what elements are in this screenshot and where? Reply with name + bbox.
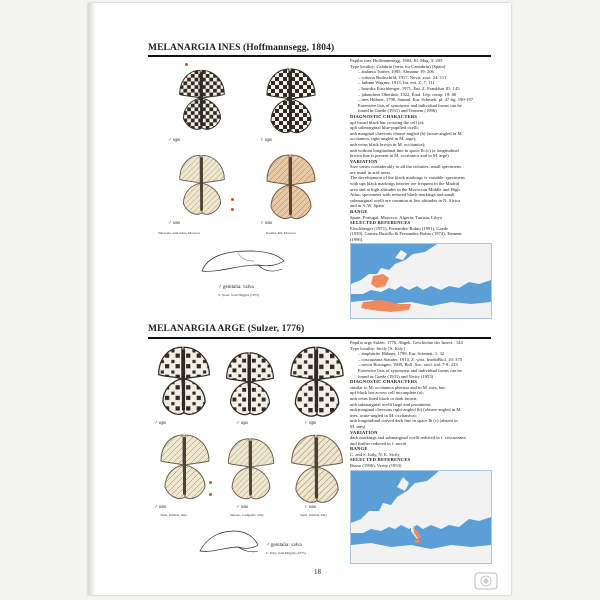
text-line: and further reduced in f. noviti	[350, 440, 407, 446]
text-line: Papilio arge Sulzer, 1776, Abgek. Geschichte der Insect.: 144	[350, 340, 463, 345]
species-title-arge: MELANARGIA ARGE (Sulzer, 1776)	[148, 324, 305, 334]
marker-dot-b	[209, 481, 212, 484]
species-title-ines: MELANARGIA INES (Hoffmannsegg, 1804)	[148, 43, 335, 53]
text-line: upf broad black bar crossing the cell (a);	[350, 119, 425, 125]
text-line: with ups black markings heavier are frequent in the Madrid	[350, 181, 460, 187]
text-line: unh veins black brown in M. occitanica);	[350, 141, 426, 147]
section-heading: SELECTED REFERENCES	[350, 220, 411, 226]
caption-ines-1: Tafraoute, Anti Atlas, Morocco	[158, 231, 201, 235]
text-line: – amphitrite Hübner, 1799, Eur. Schmett. 1: 32	[358, 351, 445, 357]
text-line: The development of the black markings is variable: specimens	[350, 175, 465, 181]
label-arge-6: ♀ uns	[304, 505, 316, 510]
text-line: – ines Hübner, 1798, Samml. Eur. Schmett. pl. 47 fig. 190-197	[358, 97, 474, 103]
butterfly-ines-male-underside	[176, 151, 228, 219]
label-ines-male-uns: ♂ uns	[168, 221, 180, 226]
butterfly-arge-male-upperside-2	[222, 349, 278, 419]
text-line: brown line is present in M. occitanica and in M. arge)	[350, 153, 449, 159]
butterfly-arge-female-upperside	[286, 343, 348, 421]
text-line: unh longitudinal curved dark line in space Ib (c) (absent in	[350, 418, 458, 424]
section-heading: SELECTED REFERENCES	[350, 457, 411, 463]
text-line: M. ines)	[350, 423, 366, 429]
genitalia-drawing-ines	[198, 243, 290, 279]
text-line: unh veins lined black or dark brown;	[350, 395, 418, 401]
label-arge-3: ♀ ups	[304, 421, 316, 426]
text-line: are usual in arid areas.	[350, 169, 392, 175]
title-rule	[148, 337, 491, 339]
text-line: Type locality: Sicily [S. Italy]	[350, 345, 405, 351]
text-line: found in Gaede (1931) and Verity (1953)	[358, 373, 434, 379]
section-heading: VARIATION	[350, 429, 378, 435]
text-line: Spain, Portugal, Morocco, Algeria, Tunisia, Libya	[350, 214, 442, 220]
text-line: Type locality: Calabria (error for Cantabria) [Spain]	[350, 63, 446, 69]
species-text-arge	[350, 340, 495, 469]
section-heading: VARIATION	[350, 158, 378, 164]
text-line: uph submarginal blue-pupilled ocelli;	[350, 125, 419, 131]
text-line: dark markings and submarginal ocelli reduced in f. coscuzzana	[350, 435, 466, 441]
label-arge-5: ♂ uns	[236, 505, 248, 510]
section-heading: DIAGNOSTIC CHARACTERS	[350, 379, 418, 385]
caption-arge-1: Terni, Umbria, Italy	[160, 513, 188, 517]
marker-dot-c	[209, 493, 212, 496]
section-heading: DIAGNOSTIC CHARACTERS	[350, 113, 418, 119]
text-line: upf black bar across cell incomplete (a);	[350, 390, 424, 396]
text-line: unh marginal chevrons right-angled (b) (obtuse-angled in M.	[350, 407, 462, 413]
text-line: unh without longitudinal line in space Ib (c) (a longitudinal	[350, 147, 459, 153]
text-line: – coscuzzana Stauder, 1914, Z. wiss. InsektBiol. 10: 375	[358, 356, 463, 362]
text-line: area and at high altitudes in the Moroccan Middle and High	[350, 186, 460, 192]
text-line: – colossa Rothschild, 1917, Novit. zool. 24: 111	[358, 74, 447, 80]
text-line: – noviti Rostagno, 1909, Boll. Soc. zool. ital. 7-8: 233	[358, 362, 458, 368]
range-map-ines	[350, 243, 492, 319]
text-line: (1996)	[350, 237, 363, 242]
butterfly-arge-female-underside	[286, 431, 348, 507]
text-line: Eitschberger (1971), Fernandez-Rubio (1991), Gaede	[350, 225, 449, 231]
text-line: ines, acute-angled in M. occitanica);	[350, 412, 417, 418]
text-line: – hourdia Eitschberger, 1971, Ent. Z. Frankfurt 81: 145	[358, 85, 460, 91]
page-number: 18	[314, 568, 321, 576]
text-line: (1939), Gomez Bustillo & Fernandez-Rubio (1974), Tennent	[350, 231, 462, 237]
marker-dot-c	[231, 208, 234, 211]
label-arge-1: ♂ ups	[154, 421, 166, 426]
text-line: similar to M. occitanica pherusa and to M. ines, but:	[350, 384, 446, 390]
text-line: Russo (1996), Verity (1953)	[350, 463, 402, 469]
genitalia-caption-ines: S. Spain, from Higgins (1975)	[218, 293, 260, 297]
section-heading: RANGE	[350, 209, 368, 215]
text-line: – atalanta Turner, 1995, Almanur 19: 206	[358, 69, 434, 75]
marker-dot-b	[231, 198, 234, 201]
text-line: – jahandiezi Oberthür, 1922, Étud. Lép. comp. 19: 80	[358, 91, 457, 97]
genitalia-caption-arge: C. Italy, from Higgins (1975)	[266, 551, 306, 555]
text-line: Size varies considerably in all the colonies, small specimens	[350, 164, 461, 170]
text-line: Atlas; specimens with reduced black markings and small	[350, 192, 455, 198]
text-line: found in Gaede (1931) and Tennent (1996)	[358, 108, 437, 114]
butterfly-arge-male-underside-1	[156, 431, 214, 503]
text-line: occitanica, right-angled in M. arge);	[350, 136, 417, 142]
genitalia-label-arge: ♂ genitalia: valva	[266, 543, 302, 548]
genitalia-label-ines: ♂ genitalia: valva	[218, 285, 254, 290]
text-line: – fathme Wagner, 1913, Int. ent. Z. 7: 111	[358, 80, 435, 86]
text-line: Extensive lists of synonyms and individual forms can be	[358, 102, 462, 108]
title-rule	[148, 55, 491, 57]
butterfly-ines-male-upperside	[176, 65, 228, 135]
butterfly-ines-female-upperside	[263, 65, 319, 137]
label-ines-female-ups: ♀ ups	[260, 138, 272, 143]
page-spine-shadow	[88, 3, 96, 595]
caption-arge-3: Terni, Umbria, Italy	[300, 513, 328, 517]
text-line: Extensive lists of synonyms and individual forms can be	[358, 367, 462, 373]
label-arge-2: ♂ ups	[236, 421, 248, 426]
text-line: unh submarginal ocelli large and prominent;	[350, 401, 432, 407]
book-page	[88, 3, 511, 595]
label-ines-male-ups: ♂ ups	[168, 138, 180, 143]
section-heading: RANGE	[350, 446, 368, 452]
label-ines-female-uns: ♀ uns	[260, 221, 272, 226]
caption-ines-2: Kenitra, Rif, Morocco	[266, 231, 297, 235]
text-line: C. and S. Italy, N. E. Sicily	[350, 451, 400, 457]
text-line: Papilio ines Hoffmannsegg, 1804, Ill. Mag. 3: 205	[350, 58, 443, 63]
butterfly-arge-male-upperside-1	[154, 343, 214, 419]
butterfly-ines-female-underside	[263, 151, 319, 223]
range-map-arge	[350, 470, 492, 564]
marker-dot-a	[185, 63, 188, 66]
text-line: submarginal ocelli are common at low altitudes in N. Africa	[350, 197, 461, 203]
text-line: unh marginal chevrons obtuse-angled (b) (acute-angled in M.	[350, 130, 463, 136]
text-line: and in S. W. Spain	[350, 203, 384, 209]
species-text-ines	[350, 58, 495, 243]
caption-arge-2: Salerno, Campania, Italy	[230, 513, 264, 517]
stamp-icon	[474, 572, 498, 590]
label-arge-4: ♂ uns	[154, 505, 166, 510]
butterfly-arge-male-underside-2	[224, 435, 278, 503]
genitalia-drawing-arge	[198, 521, 262, 557]
